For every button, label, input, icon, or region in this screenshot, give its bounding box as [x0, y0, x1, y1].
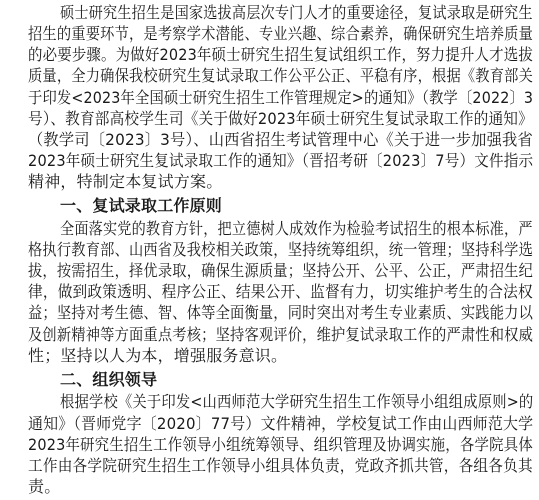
intro-line-6: 号）、教育部高校学生司《关于做好2023年硕士研究生复试录取工作的通知》 [28, 108, 533, 128]
section-heading-leadership: 二、组织领导 [60, 369, 158, 389]
intro-line-2: 招生的重要环节，是考察学术潜能、专业兴趣、综合素养，确保研究生培养质量 [28, 24, 534, 44]
section1-line-2: 格执行教育部、山西省及我校相关政策，坚持统筹组织，统一管理；坚持科学选 [28, 240, 534, 259]
intro-line-3: 的必要步骤。为做好2023年硕士研究生招生复试组织工作，努力提升人才选拔 [28, 45, 533, 65]
intro-line-4: 质量，全力确保我校研究生复试录取工作公平公正、平稳有序，根据《教育部关 [28, 66, 534, 86]
section1-line-4: 律，做到政策透明、程序公正、结果公开、监督有力，切实维护考生的合法权 [28, 282, 533, 302]
section1-line-5: 益；坚持对考生德、智、体等全面衡量，同时突出对考生专业素质、实践能力以 [28, 303, 534, 323]
intro-line-1: 硕士研究生招生是国家选拔高层次专门人才的重要途径，复试录取是研究生 [60, 3, 533, 22]
section2-line-1: 根据学校《关于印发<山西师范大学研究生招生工作领导小组组成原则>的 [60, 392, 534, 412]
intro-line-8: 2023年硕士研究生复试录取工作的通知》（晋招考研〔2023〕7号）文件指示 [28, 151, 534, 170]
section1-line-6: 及创新精神等方面重点考核；坚持客观评价，维护复试录取工作的严肃性和权威 [28, 324, 534, 344]
intro-line-7: （教学司〔2023〕3号）、山西省招生考试管理中心《关于进一步加强我省 [28, 129, 533, 149]
intro-line-5: 于印发<2023年全国硕士研究生招生工作管理规定>的通知》（教学〔2022〕3 [28, 87, 534, 107]
section1-line-3: 拔，按需招生，择优录取，确保生源质量；坚持公开、公平、公正，严肃招生纪 [28, 261, 534, 281]
section1-line-7: 性；坚持以人为本，增强服务意识。 [28, 345, 288, 365]
section-heading-principles: 一、复试录取工作原则 [60, 195, 223, 215]
intro-line-9: 精神，特制定本复试方案。 [28, 172, 223, 192]
section2-line-2: 通知》（晋师党字〔2020〕77号）文件精神，学校复试工作由山西师范大学 [28, 413, 534, 433]
section2-line-3: 2023年研究生招生工作领导小组统筹领导、组织管理及协调实施，各学院具体 [28, 434, 533, 454]
section1-line-1: 全面落实党的教育方针，把立德树人成效作为检验考试招生的根本标准，严 [60, 218, 533, 238]
section2-line-4: 工作由各学院研究生招生工作领导小组具体负责，党政齐抓共管，各组各负其 [28, 455, 533, 475]
section2-line-5: 责。 [28, 477, 61, 496]
